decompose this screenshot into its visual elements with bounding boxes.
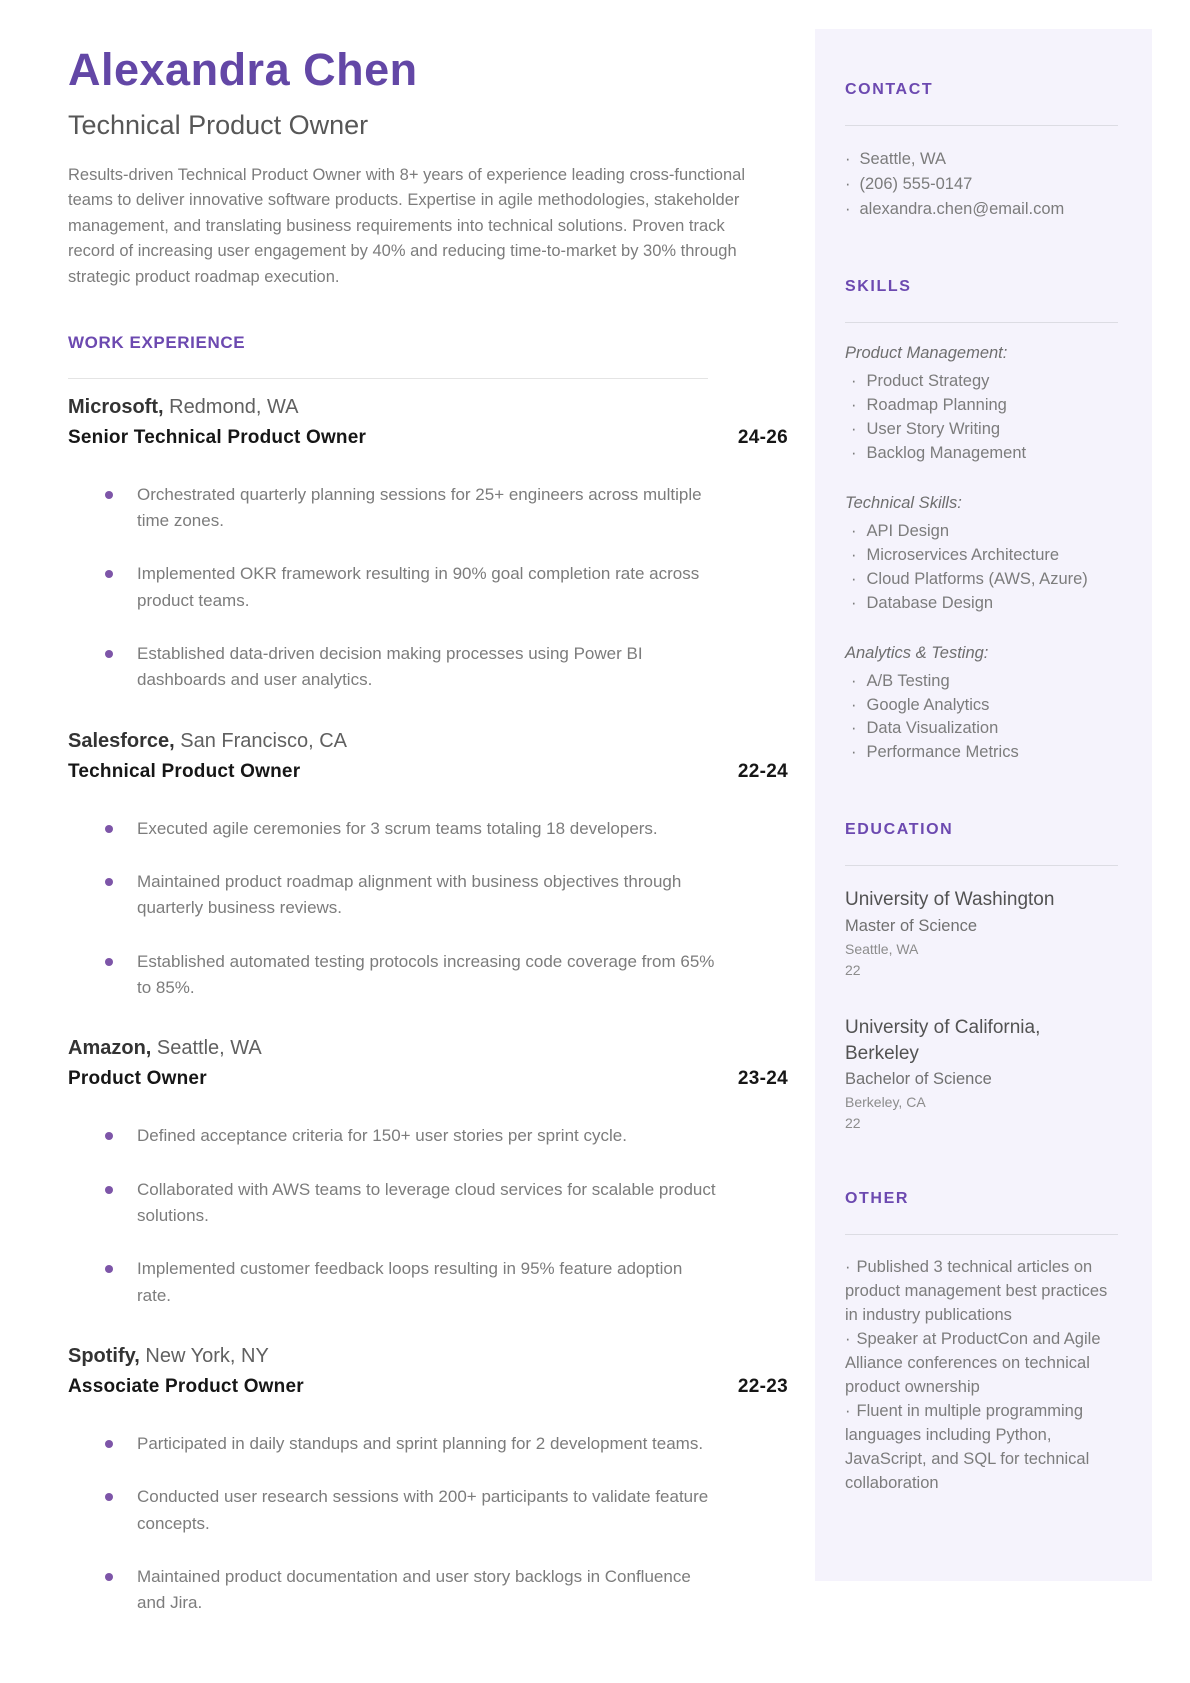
mini-bullet-icon: · xyxy=(851,569,857,588)
skill-item xyxy=(845,670,1118,694)
job-bullet xyxy=(68,641,788,694)
company-location: Redmond, WA xyxy=(163,395,299,418)
skill-item xyxy=(845,694,1118,718)
mini-bullet-icon: · xyxy=(851,521,857,540)
company-line xyxy=(68,1035,788,1061)
skill-item xyxy=(845,741,1118,765)
school-year: 22 xyxy=(845,1115,861,1132)
job-title-row xyxy=(68,1068,788,1090)
company-line xyxy=(68,1343,788,1369)
skill-item xyxy=(845,717,1118,741)
job-bullet-list xyxy=(68,1123,788,1309)
job-title: Technical Product Owner xyxy=(68,760,301,782)
school-entry-berkeley xyxy=(845,1015,1118,1134)
mini-bullet-icon: · xyxy=(851,593,857,612)
mini-bullet-icon: · xyxy=(851,545,857,564)
skill-group-analytics-testing xyxy=(845,644,1118,766)
profile-summary: Results-driven Technical Product Owner with 8+ years of experience leading cross-functional teams to deliver innovative software products. Expertise in agile methodologies, stakeholder management, and translating business requirements into technical solutions. Proven track record of increasing user engagement by 40% and reducing time-to-market by 30% through strategic product roadmap execution. xyxy=(68,165,745,286)
contact-value: alexandra.chen@email.com xyxy=(859,200,1065,219)
company-location: Seattle, WA xyxy=(151,1037,262,1060)
skill-text: Backlog Management xyxy=(866,444,1027,462)
contact-value: (206) 555-0147 xyxy=(859,175,973,194)
company-name: Amazon, xyxy=(68,1037,152,1060)
bullet-dot-icon xyxy=(105,491,113,499)
bullet-text: Collaborated with AWS teams to leverage cloud services for scalable product solutions. xyxy=(137,1179,716,1226)
bullet-dot-icon xyxy=(105,1265,113,1273)
other-item xyxy=(845,1400,1118,1496)
skill-group-label: Analytics & Testing: xyxy=(845,643,989,662)
skill-group-label: Product Management: xyxy=(845,344,1008,363)
company-name: Spotify, xyxy=(68,1345,140,1368)
job-dates: 24-26 xyxy=(737,426,788,448)
bullet-dot-icon xyxy=(105,1493,113,1501)
other-section xyxy=(845,1190,1118,1495)
job-bullet xyxy=(68,1484,788,1537)
work-experience-divider xyxy=(68,378,708,379)
skill-text: Roadmap Planning xyxy=(866,396,1007,415)
other-text: Speaker at ProductCon and Agile Alliance conferences on technical product ownership xyxy=(845,1329,1101,1396)
skill-item xyxy=(845,592,1118,616)
other-list xyxy=(845,1256,1118,1495)
sidebar xyxy=(815,29,1152,1581)
main-column xyxy=(68,44,788,1617)
other-divider xyxy=(845,1234,1118,1235)
contact-heading: CONTACT xyxy=(845,81,934,98)
school-year: 22 xyxy=(845,961,861,978)
skill-group-technical xyxy=(845,494,1118,616)
bullet-text: Executed agile ceremonies for 3 scrum teams totaling 18 developers. xyxy=(137,818,658,838)
person-job-title: Technical Product Owner xyxy=(68,109,369,140)
job-dates: 22-24 xyxy=(737,760,788,782)
company-name: Microsoft, xyxy=(68,395,164,418)
school-entry-washington xyxy=(845,887,1118,981)
skill-text: User Story Writing xyxy=(866,420,1001,439)
mini-bullet-icon: · xyxy=(851,695,857,714)
bullet-text: Established data-driven decision making processes using Power BI dashboards and user analytics. xyxy=(137,643,643,690)
education-section xyxy=(845,821,1118,1134)
skill-text: Database Design xyxy=(866,593,994,612)
work-experience-heading: WORK EXPERIENCE xyxy=(68,332,246,352)
skills-divider xyxy=(845,322,1118,323)
bullet-text: Orchestrated quarterly planning sessions for 25+ engineers across multiple time zones. xyxy=(137,484,702,530)
mini-bullet-icon: · xyxy=(845,175,851,194)
mini-bullet-icon: · xyxy=(851,372,857,391)
company-location: New York, NY xyxy=(139,1345,269,1368)
job-entry-microsoft xyxy=(68,394,788,694)
contact-value: Seattle, WA xyxy=(859,150,947,168)
contact-divider xyxy=(845,125,1118,126)
bullet-text: Participated in daily standups and sprint planning for 2 development teams. xyxy=(137,1434,704,1454)
skill-text: Performance Metrics xyxy=(866,743,1019,762)
job-entry-salesforce xyxy=(68,728,788,1002)
job-bullet xyxy=(68,869,788,922)
education-divider xyxy=(845,865,1118,866)
skill-item xyxy=(845,418,1118,442)
education-heading: EDUCATION xyxy=(845,821,954,839)
job-bullet xyxy=(68,482,788,535)
mini-bullet-icon: · xyxy=(845,1329,851,1348)
skill-item xyxy=(845,544,1118,568)
school-location: Berkeley, CA xyxy=(845,1094,926,1111)
job-bullet xyxy=(68,949,788,1002)
job-title-row xyxy=(68,761,788,783)
school-name: University of Washington xyxy=(845,889,1055,911)
skill-text: Microservices Architecture xyxy=(866,545,1060,564)
job-bullet xyxy=(68,561,788,614)
skill-text: Product Strategy xyxy=(866,372,990,391)
other-item xyxy=(845,1328,1118,1400)
bullet-text: Implemented OKR framework resulting in 90% goal completion rate across product teams. xyxy=(137,564,700,610)
bullet-dot-icon xyxy=(105,650,113,658)
other-item xyxy=(845,1256,1118,1328)
bullet-text: Established automated testing protocols increasing code coverage from 65% to 85%. xyxy=(137,951,715,997)
skill-list xyxy=(845,370,1118,466)
skill-item xyxy=(845,520,1118,544)
bullet-text: Maintained product roadmap alignment with business objectives through quarterly business reviews. xyxy=(137,871,682,918)
job-bullet xyxy=(68,1256,788,1309)
job-entry-spotify xyxy=(68,1343,788,1617)
mini-bullet-icon: · xyxy=(851,743,857,762)
skill-text: A/B Testing xyxy=(866,671,950,690)
skill-text: Cloud Platforms (AWS, Azure) xyxy=(866,569,1088,588)
mini-bullet-icon: · xyxy=(851,444,857,462)
company-line xyxy=(68,728,788,754)
mini-bullet-icon: · xyxy=(845,200,851,219)
other-text: Published 3 technical articles on product management best practices in industry publications xyxy=(845,1258,1108,1325)
bullet-text: Maintained product documentation and user story backlogs in Confluence and Jira. xyxy=(137,1567,691,1613)
contact-section xyxy=(845,81,1118,222)
school-location: Seattle, WA xyxy=(845,940,919,957)
bullet-dot-icon xyxy=(105,878,113,886)
skill-item xyxy=(845,394,1118,418)
contact-phone xyxy=(845,172,1118,197)
mini-bullet-icon: · xyxy=(845,150,851,168)
skill-item xyxy=(845,370,1118,394)
bullet-dot-icon xyxy=(105,570,113,578)
job-title: Senior Technical Product Owner xyxy=(68,426,367,448)
person-name: Alexandra Chen xyxy=(68,44,418,95)
skill-text: Data Visualization xyxy=(866,719,999,738)
job-bullet xyxy=(68,1123,788,1149)
bullet-text: Implemented customer feedback loops resulting in 95% feature adoption rate. xyxy=(137,1259,683,1305)
mini-bullet-icon: · xyxy=(851,396,857,415)
job-title: Product Owner xyxy=(68,1068,207,1090)
school-degree: Master of Science xyxy=(845,916,978,935)
job-bullet-list xyxy=(68,1431,788,1617)
skill-text: Google Analytics xyxy=(866,695,990,714)
skills-heading: SKILLS xyxy=(845,278,912,296)
bullet-dot-icon xyxy=(105,1132,113,1140)
job-bullet xyxy=(68,1177,788,1230)
bullet-text: Conducted user research sessions with 200+ participants to validate feature concepts. xyxy=(137,1487,709,1533)
job-title-row xyxy=(68,1376,788,1398)
job-bullet xyxy=(68,816,788,842)
skill-list xyxy=(845,520,1118,616)
contact-email xyxy=(845,197,1118,222)
skill-group-product-management xyxy=(845,344,1118,466)
skills-section xyxy=(845,278,1118,765)
other-heading: OTHER xyxy=(845,1190,909,1208)
bullet-dot-icon xyxy=(105,1186,113,1194)
skill-group-label: Technical Skills: xyxy=(845,493,962,512)
skill-item xyxy=(845,568,1118,592)
skill-text: API Design xyxy=(866,521,950,540)
mini-bullet-icon: · xyxy=(845,1401,851,1420)
job-dates: 23-24 xyxy=(737,1068,788,1090)
bullet-dot-icon xyxy=(105,825,113,833)
job-bullet-list xyxy=(68,816,788,1002)
bullet-dot-icon xyxy=(105,1573,113,1581)
job-bullet-list xyxy=(68,482,788,694)
other-text: Fluent in multiple programming languages including Python, JavaScript, and SQL for technical collaboration xyxy=(845,1401,1090,1492)
skill-list xyxy=(845,670,1118,766)
company-location: San Francisco, CA xyxy=(174,729,348,752)
mini-bullet-icon: · xyxy=(851,420,857,439)
bullet-dot-icon xyxy=(105,1440,113,1448)
job-entry-amazon xyxy=(68,1035,788,1309)
job-title-row xyxy=(68,427,788,449)
contact-list xyxy=(845,147,1118,222)
bullet-text: Defined acceptance criteria for 150+ user stories per sprint cycle. xyxy=(137,1126,627,1146)
job-bullet xyxy=(68,1431,788,1457)
school-name: University of California, Berkeley xyxy=(845,1016,1041,1064)
job-bullet xyxy=(68,1564,788,1617)
mini-bullet-icon: · xyxy=(845,1258,851,1277)
skill-item xyxy=(845,442,1118,466)
mini-bullet-icon: · xyxy=(851,719,857,738)
bullet-dot-icon xyxy=(105,958,113,966)
mini-bullet-icon: · xyxy=(851,671,857,690)
contact-location xyxy=(845,147,1118,172)
company-line xyxy=(68,394,788,420)
job-title: Associate Product Owner xyxy=(68,1376,304,1398)
company-name: Salesforce, xyxy=(68,729,175,752)
school-degree: Bachelor of Science xyxy=(845,1070,992,1089)
job-dates: 22-23 xyxy=(737,1376,788,1398)
